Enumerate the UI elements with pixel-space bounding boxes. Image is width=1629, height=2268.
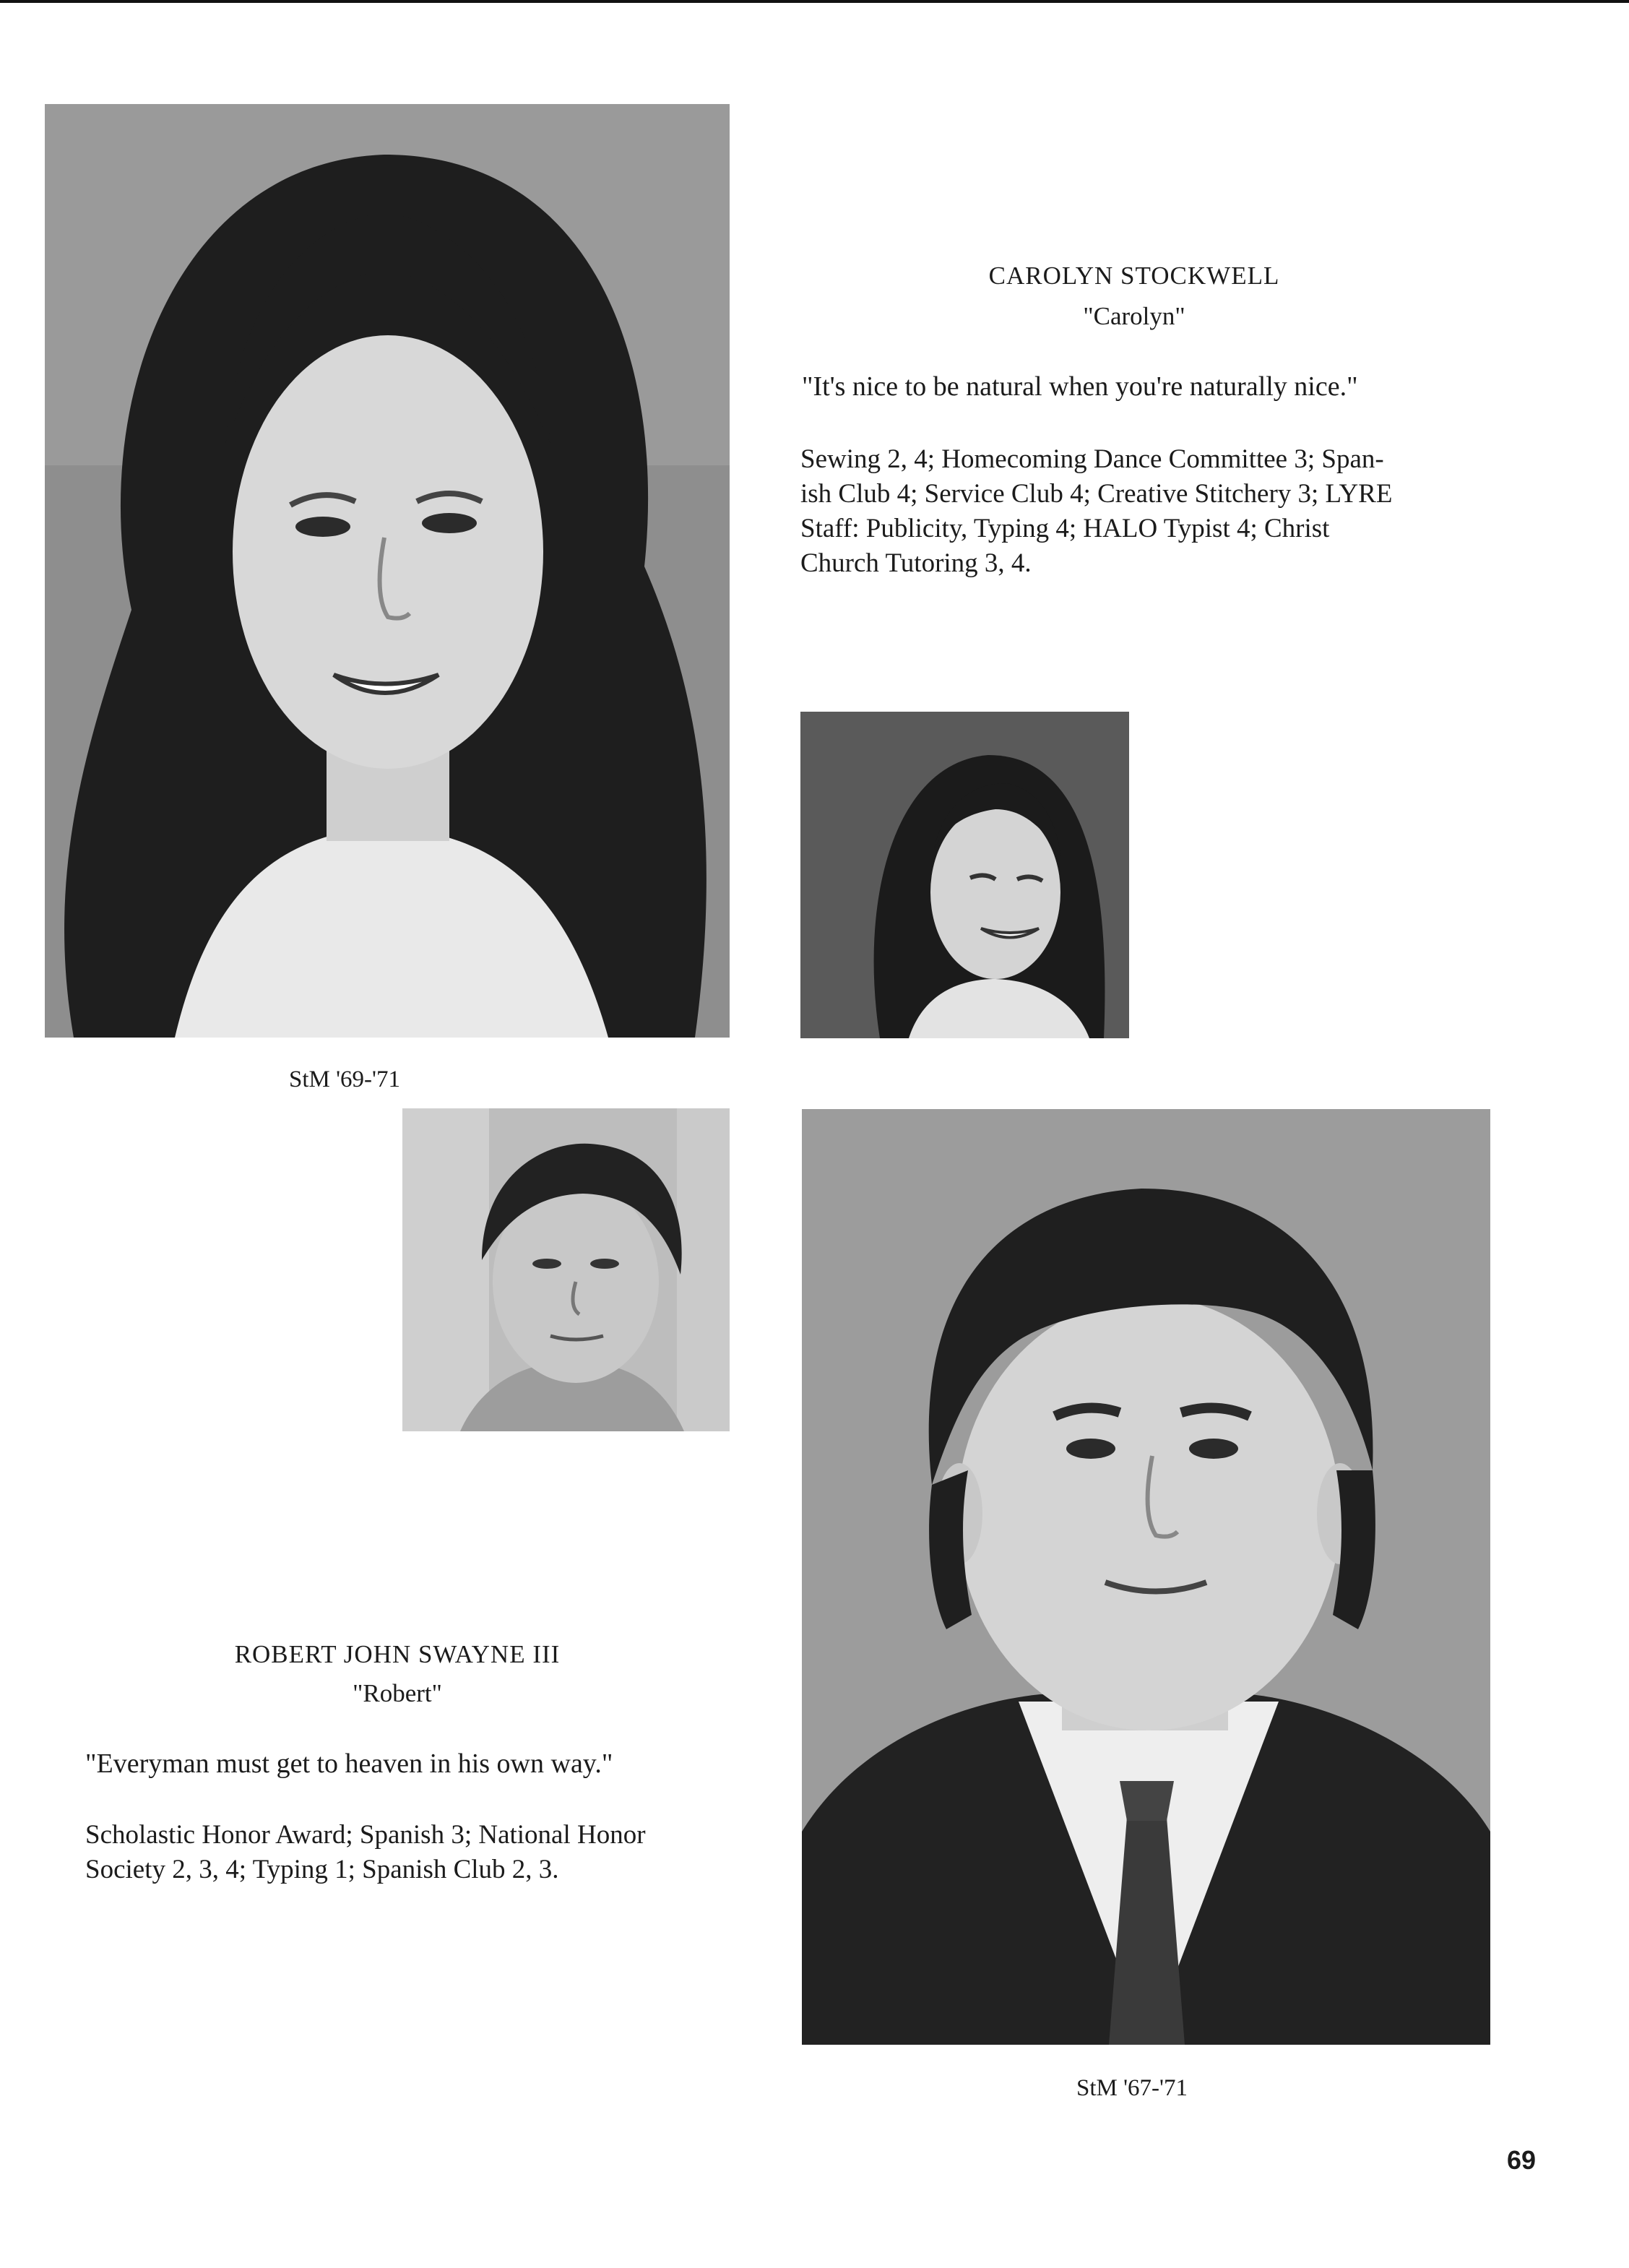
activities-line: Society 2, 3, 4; Typing 1; Spanish Club 2, 3.: [85, 1855, 559, 1884]
page-top-border: [0, 0, 1629, 3]
years-attended: StM '69-'71: [289, 1066, 400, 1092]
activities-line: ish Club 4; Service Club 4; Creative Stitchery 3; LYRE: [800, 479, 1393, 509]
activities-line: Church Tutoring 3, 4.: [800, 548, 1032, 578]
student-quote: "Everyman must get to heaven in his own way.": [85, 1749, 613, 1779]
candid-photo-robert-swayne: [402, 1108, 730, 1431]
student-activities: [85, 1818, 646, 1887]
portrait-carolyn-stockwell: [45, 104, 730, 1038]
activities-line: Scholastic Honor Award; Spanish 3; National Honor: [85, 1820, 646, 1850]
page-number: 69: [1507, 2145, 1537, 2175]
activities-line: Sewing 2, 4; Homecoming Dance Committee 3; Span-: [800, 444, 1384, 474]
student-nickname: "Carolyn": [1083, 302, 1185, 330]
student-name: ROBERT JOHN SWAYNE III: [234, 1640, 561, 1668]
activities-line: Staff: Publicity, Typing 4; HALO Typist 4; Christ: [800, 514, 1330, 543]
student-name: CAROLYN STOCKWELL: [988, 262, 1280, 290]
portrait-robert-swayne: [802, 1109, 1490, 2045]
years-attended: StM '67-'71: [1076, 2075, 1188, 2101]
student-quote: "It's nice to be natural when you're naturally nice.": [802, 371, 1358, 402]
student-nickname: "Robert": [353, 1679, 442, 1707]
candid-photo-carolyn-stockwell: [800, 712, 1129, 1038]
student-activities: [800, 442, 1392, 581]
